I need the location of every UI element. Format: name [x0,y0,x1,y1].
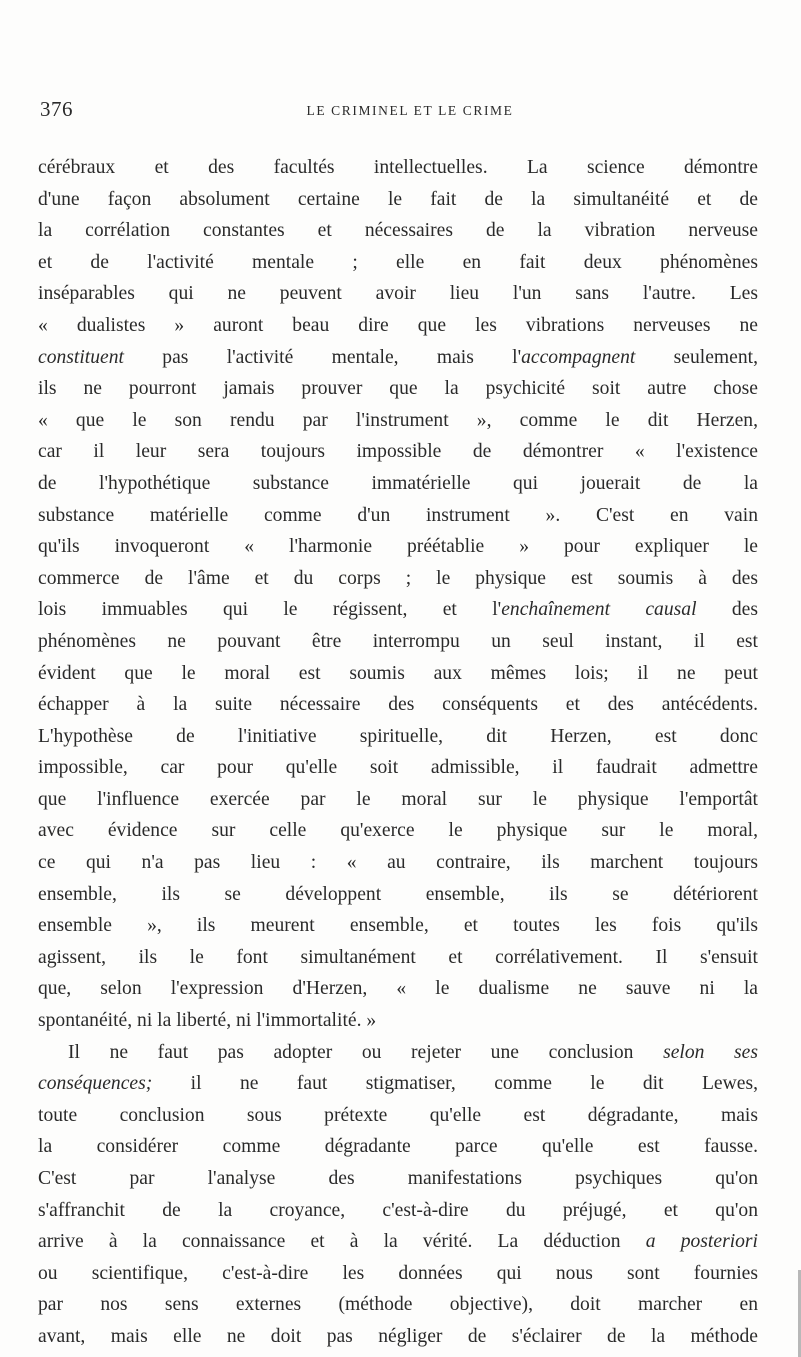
text-line [38,1289,758,1321]
text-line [38,563,758,595]
text-run: spontanéité, ni la liberté, ni l'immortalité. » [38,1010,377,1032]
text-run: avec évidence sur celle qu'exerce le physique sur le moral, [38,820,758,842]
text-line [38,278,758,310]
text-line [38,1226,758,1258]
text-line [38,1037,758,1069]
text-run: agissent, ils le font simultanément et corrélativement. Il s'ensuit [38,946,758,968]
text-line [38,626,758,658]
text-run: L'hypothèse de l'initiative spirituelle, dit Herzen, est donc [38,725,758,747]
text-run: que, selon l'expression d'Herzen, « le dualisme ne sauve ni la [38,978,758,1000]
text-run: par nos sens externes (méthode objective), doit marcher en [38,1294,758,1316]
text-run: qu'ils invoqueront « l'harmonie préétablie » pour expliquer le [38,536,758,558]
text-run: lois immuables qui le régissent, et l' [38,599,502,621]
body-text [38,152,758,1353]
text-line [38,215,758,247]
text-line [38,310,758,342]
italic-text: enchaînement causal [501,599,697,621]
text-run: toute conclusion sous prétexte qu'elle est dégradante, mais [38,1104,758,1126]
text-line [38,500,758,532]
text-run: cérébraux et des facultés intellectuelles. La science démontre [38,157,758,178]
italic-text: constituent [38,346,124,368]
text-line [38,1068,758,1100]
text-line [38,373,758,405]
text-line [38,658,758,690]
text-run: évident que le moral est soumis aux mêmes lois; il ne peut [38,662,758,684]
text-run: C'est par l'analyse des manifestations psychiques qu'on [38,1168,758,1189]
text-run: ensemble, ils se développent ensemble, ils se détériorent [38,883,758,905]
text-line [38,436,758,468]
text-run: substance matérielle comme d'un instrument ». C'est en vain [38,504,758,526]
text-line [38,468,758,500]
italic-text: selon ses [663,1041,758,1063]
text-run: échapper à la suite nécessaire des conséquents et des antécédents. [38,694,758,716]
text-run: s'affranchit de la croyance, c'est-à-dire du préjugé, et qu'on [38,1199,758,1221]
text-run: d'une façon absolument certaine le fait de la simultanéité et de [38,188,758,210]
text-run: « que le son rendu par l'instrument », comme le dit Herzen, [38,409,758,431]
text-run: ensemble », ils meurent ensemble, et toutes les fois qu'ils [38,915,758,937]
text-line [38,1321,758,1353]
page-number: 376 [40,97,73,121]
text-run: impossible, car pour qu'elle soit admissible, il faudrait admettre [38,757,758,779]
running-head [40,97,740,127]
text-line [38,910,758,942]
text-run: ils ne pourront jamais prouver que la psychicité soit autre chose [38,378,758,400]
text-run: « dualistes » auront beau dire que les vibrations nerveuses ne [38,314,758,336]
text-line [38,1163,758,1195]
text-line [38,247,758,279]
text-run: phénomènes ne pouvant être interrompu un seul instant, il est [38,630,758,652]
text-line [38,405,758,437]
text-run: seulement, [635,346,759,368]
text-line [38,1258,758,1290]
text-run: il ne faut stigmatiser, comme le dit Lewes, [152,1073,758,1095]
text-line [38,689,758,721]
running-title: LE CRIMINEL ET LE CRIME [306,103,514,118]
text-line [38,942,758,974]
italic-text: a posteriori [645,1231,759,1253]
text-line [38,879,758,911]
text-line [38,1100,758,1132]
text-line [38,152,758,184]
text-run: de l'hypothétique substance immatérielle qui jouerait de la [38,472,758,494]
text-line [38,1131,758,1163]
text-line [38,784,758,816]
text-line [38,721,758,753]
text-line [38,531,758,563]
text-run: car il leur sera toujours impossible de démontrer « l'existence [38,441,758,463]
text-run: ou scientifique, c'est-à-dire les données qui nous sont fournies [38,1262,758,1284]
text-line [38,752,758,784]
text-run: pas l'activité mentale, mais l' [123,346,522,368]
text-line [38,342,758,374]
text-run: avant, mais elle ne doit pas négliger de s'éclairer de la méthode [38,1325,758,1347]
text-run: que l'influence exercée par le moral sur le physique l'emportât [38,788,758,810]
text-line [38,184,758,216]
text-line [38,594,758,626]
text-line [38,1005,758,1037]
text-run: arrive à la connaissance et à la vérité. La déduction [38,1231,646,1253]
text-run: la corrélation constantes et nécessaires de la vibration nerveuse [38,220,758,242]
text-line [38,815,758,847]
italic-text: accompagnent [521,346,636,368]
text-line [38,1195,758,1227]
text-run: Il ne faut pas adopter ou rejeter une conclusion [68,1041,664,1063]
text-run: et de l'activité mentale ; elle en fait deux phénomènes [38,251,758,273]
text-line [38,973,758,1005]
italic-text: conséquences; [38,1073,153,1095]
text-run: ce qui n'a pas lieu : « au contraire, ils marchent toujours [38,852,758,874]
text-run: des [696,599,758,621]
text-run: la considérer comme dégradante parce qu'elle est fausse. [38,1136,758,1158]
text-run: inséparables qui ne peuvent avoir lieu l'un sans l'autre. Les [38,283,758,305]
text-run: commerce de l'âme et du corps ; le physique est soumis à des [38,567,758,589]
text-line [38,847,758,879]
